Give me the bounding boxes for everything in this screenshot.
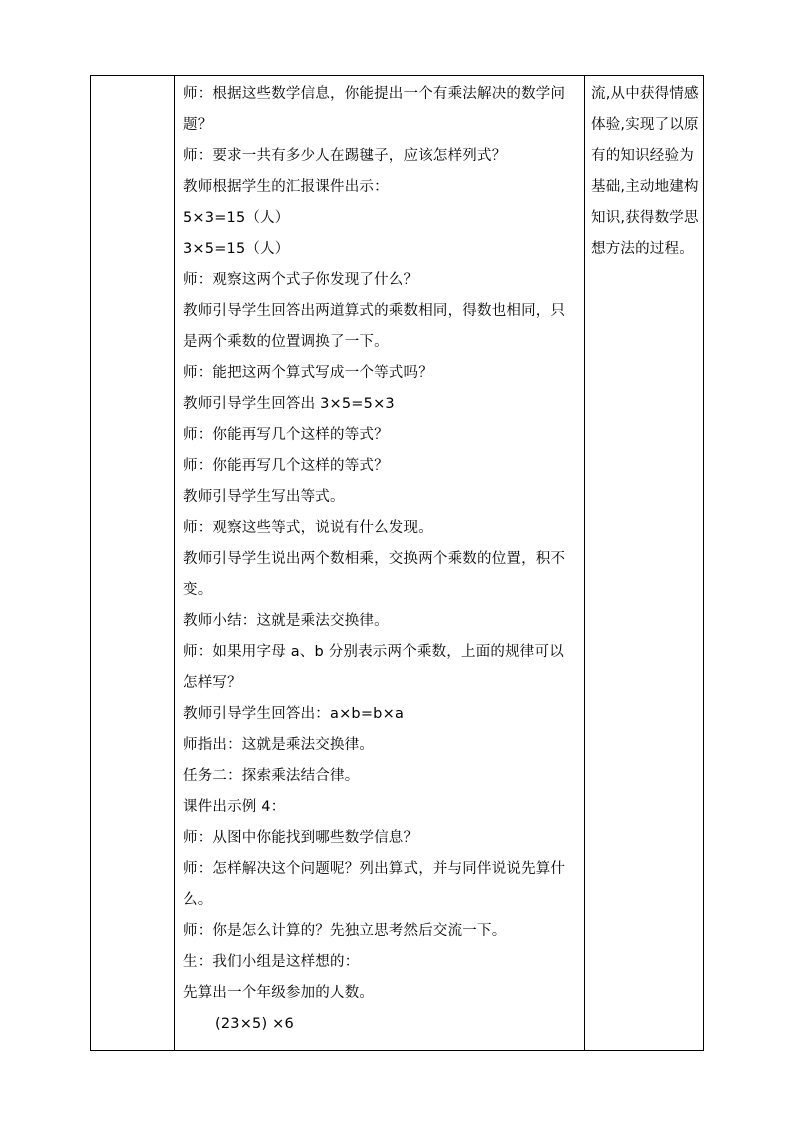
paragraph: 教师引导学生说出两个数相乘，交换两个乘数的位置，积不变。 <box>183 551 566 598</box>
paragraph: 教师引导学生写出等式。 <box>183 489 345 505</box>
paragraph: 教师引导学生回答出两道算式的乘数相同，得数也相同，只是两个乘数的位置调换了一下。 <box>183 303 566 350</box>
paragraph: 师：你能再写几个这样的等式？ <box>183 427 389 443</box>
lesson-plan-table <box>90 75 704 1051</box>
paragraph: 师：观察这两个式子你发现了什么？ <box>183 272 419 288</box>
design-intent-cell <box>585 76 704 1051</box>
formula-paragraph: 5×3=15（人） <box>183 210 290 226</box>
paragraph: 生：我们小组是这样想的： <box>183 954 360 970</box>
paragraph: 教师引导学生回答出：a×b=b×a <box>183 706 405 722</box>
teaching-process-content <box>175 76 584 1040</box>
design-intent-text: 流,从中获得情感体验,实现了以原有的知识经验为基础,主动地建构知识,获得数学思想方法的过程。 <box>591 86 699 257</box>
formula-line: (23×5) ×6 <box>215 1016 294 1032</box>
paragraph: 师：如果用字母 a、b 分别表示两个乘数，上面的规律可以怎样写？ <box>183 644 564 691</box>
table-row <box>91 76 704 1051</box>
paragraph: 师：你能再写几个这样的等式？ <box>183 458 389 474</box>
paragraph: 师：怎样解决这个问题呢？列出算式，并与同伴说说先算什么。 <box>183 861 566 908</box>
paragraph: 师：要求一共有多少人在踢毽子，应该怎样列式？ <box>183 148 507 164</box>
paragraph: 师：观察这些等式，说说有什么发现。 <box>183 520 433 536</box>
design-intent-content <box>585 76 703 265</box>
paragraph: 课件出示例 4： <box>183 799 286 815</box>
paragraph: 师：能把这两个算式写成一个等式吗？ <box>183 365 433 381</box>
paragraph: 教师小结：这就是乘法交换律。 <box>183 613 389 629</box>
task-heading: 任务二：探索乘法结合律。 <box>183 768 360 784</box>
paragraph: 先算出一个年级参加的人数。 <box>183 985 375 1001</box>
paragraph: 教师根据学生的汇报课件出示： <box>183 179 389 195</box>
formula-paragraph: 3×5=15（人） <box>183 241 290 257</box>
teaching-process-cell <box>175 76 585 1051</box>
paragraph: 师指出：这就是乘法交换律。 <box>183 737 375 753</box>
paragraph: 师：你是怎么计算的？先独立思考然后交流一下。 <box>183 923 507 939</box>
paragraph: 教师引导学生回答出 3×5=5×3 <box>183 396 395 412</box>
paragraph: 师：从图中你能找到哪些数学信息？ <box>183 830 419 846</box>
paragraph: 师：根据这些数学信息，你能提出一个有乘法解决的数学问题？ <box>183 86 566 133</box>
left-cell <box>91 76 175 1051</box>
